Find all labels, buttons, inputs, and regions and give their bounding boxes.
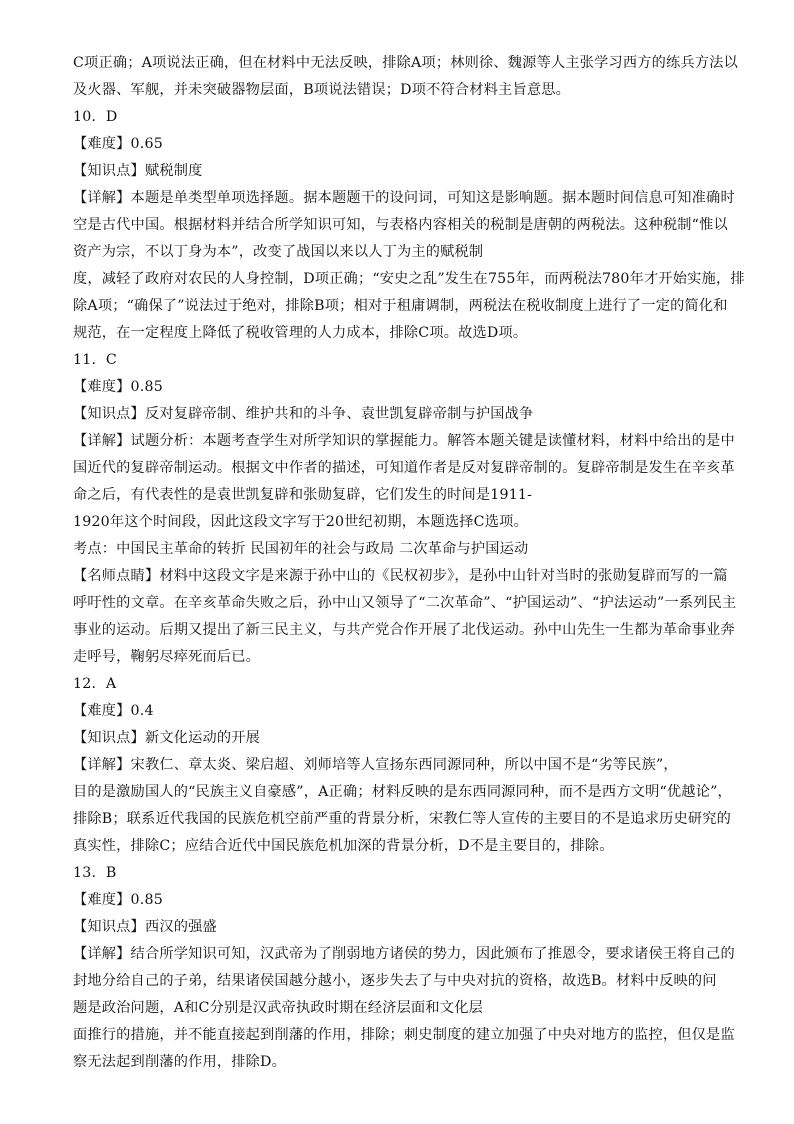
question-answer-13: 13．B — [73, 865, 117, 881]
difficulty: 【难度】0.85 — [73, 892, 163, 908]
text-line: 呼吁性的文章。在辛亥革命失败之后，孙中山又领导了“二次革命”、“护国运动”、“护法运动”一系列民主 — [73, 595, 737, 611]
text-line: 资产为宗，不以丁身为本”，改变了战国以来以人丁为主的赋税制 — [73, 244, 484, 260]
text-line: 【详解】本题是单类型单项选择题。据本题题干的设问词，可知这是影响题。据本题时间信息可知准确时 — [73, 190, 735, 206]
text-line: 国近代的复辟帝制运动。根据文中作者的描述，可知道作者是反对复辟帝制的。复辟帝制是发生在辛亥革 — [73, 460, 735, 476]
difficulty: 【难度】0.4 — [73, 703, 154, 719]
text-line: 【详解】试题分析：本题考查学生对所学知识的掌握能力。解答本题关键是读懂材料，材料中给出的是中 — [73, 433, 735, 449]
text-line: 及火器、军舰，并未突破器物层面，B项说法错误；D项不符合材料主旨意思。 — [73, 82, 570, 98]
knowledge-point: 【知识点】西汉的强盛 — [73, 919, 217, 935]
knowledge-point: 【知识点】反对复辟帝制、维护共和的斗争、袁世凯复辟帝制与护国战争 — [73, 406, 534, 422]
text-line: 空是古代中国。根据材料并结合所学知识可知，与表格内容相关的税制是唐朝的两税法。这种税制“惟以 — [73, 217, 728, 233]
text-line: 真实性，排除C；应结合近代中国民族危机加深的背景分析，D不是主要目的，排除。 — [73, 838, 614, 854]
text-line: 除A项；“确保了”说法过于绝对，排除B项；相对于租庸调制，两税法在税收制度上进行了一定的简化和 — [73, 298, 728, 314]
text-line: 命之后，有代表性的是袁世凯复辟和张勋复辟，它们发生的时间是1911- — [73, 487, 533, 503]
text-line: 封地分给自己的子弟，结果诸侯国越分越小，逐步失去了与中央对抗的资格，故选B。材料中反映的问 — [73, 973, 717, 989]
text-line: 【名师点睛】材料中这段文字是来源于孙中山的《民权初步》，是孙中山针对当时的张勋复辟而写的一篇 — [73, 568, 728, 584]
text-line: C项正确；A项说法正确，但在材料中无法反映，排除A项；林则徐、魏源等人主张学习西方的练兵方法以 — [73, 55, 739, 71]
exam-point: 考点：中国民主革命的转折 民国初年的社会与政局 二次革命与护国运动 — [73, 541, 529, 557]
text-line: 规范，在一定程度上降低了税收管理的人力成本，排除C项。故选D项。 — [73, 325, 528, 341]
text-line: 度，减轻了政府对农民的人身控制，D项正确；“安史之乱”发生在755年，而两税法780年才开始实施，排 — [73, 271, 745, 287]
difficulty: 【难度】0.65 — [73, 136, 163, 152]
text-line: 面推行的措施，并不能直接起到削藩的作用，排除；刺史制度的建立加强了中央对地方的监控，但仅是监 — [73, 1027, 735, 1043]
difficulty: 【难度】0.85 — [73, 379, 163, 395]
text-line: 1920年这个时间段，因此这段文字写于20世纪初期，本题选择C选项。 — [73, 514, 528, 530]
question-answer-10: 10．D — [73, 109, 118, 125]
text-line: 【详解】宋教仁、章太炎、梁启超、刘师培等人宣扬东西同源同种，所以中国不是“劣等民族”， — [73, 757, 678, 773]
text-line: 【详解】结合所学知识可知，汉武帝为了削弱地方诸侯的势力，因此颁布了推恩令，要求诸侯王将自己的 — [73, 946, 735, 962]
question-answer-12: 12．A — [73, 676, 117, 692]
knowledge-point: 【知识点】新文化运动的开展 — [73, 730, 261, 746]
text-line: 察无法起到削藩的作用，排除D。 — [73, 1054, 287, 1070]
knowledge-point: 【知识点】赋税制度 — [73, 163, 203, 179]
text-line: 题是政治问题，A和C分别是汉武帝执政时期在经济层面和文化层 — [73, 1000, 483, 1016]
text-line: 目的是激励国人的“民族主义自豪感”，A正确；材料反映的是东西同源同种，而不是西方文明“优越论”， — [73, 784, 732, 800]
text-line: 排除B；联系近代我国的民族危机空前严重的背景分析，宋教仁等人宣传的主要目的不是追求历史研究的 — [73, 811, 732, 827]
text-line: 事业的运动。后期又提出了新三民主义，与共产党合作开展了北伐运动。孙中山先生一生都为革命事业奔 — [73, 622, 735, 638]
question-answer-11: 11．C — [73, 352, 117, 368]
text-line: 走呼号，鞠躬尽瘁死而后已。 — [73, 649, 261, 665]
